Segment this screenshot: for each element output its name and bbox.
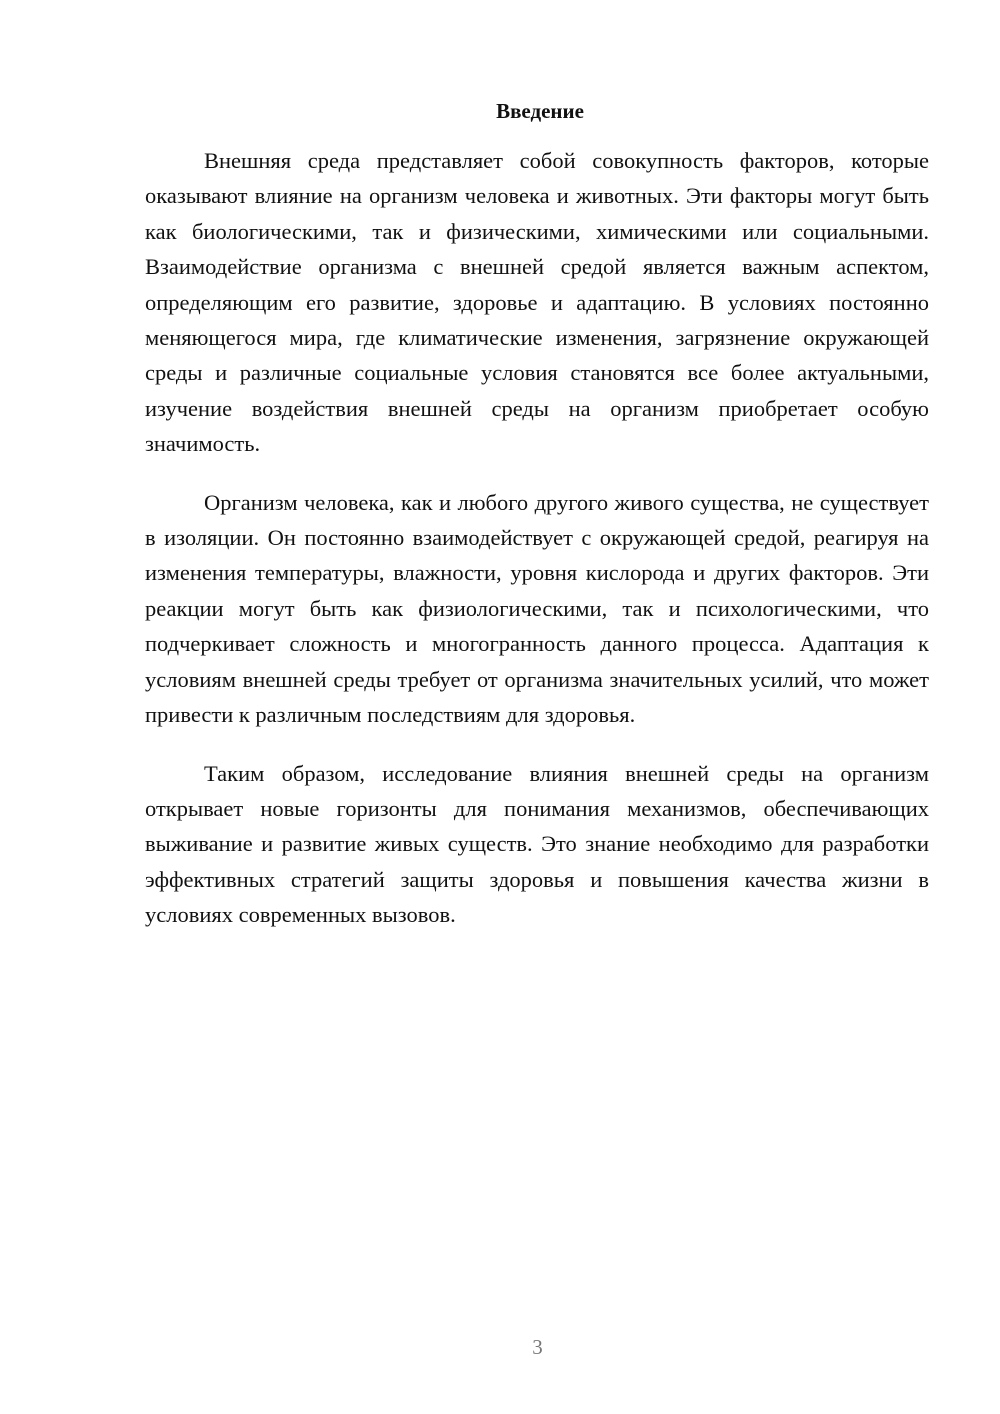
paragraph-3: Таким образом, исследование влияния внешней среды на организм открывает новые горизонты для понимания механизмов, обеспечивающих выживание и развитие живых существ. Это знание необходимо для разработки эффективных стратегий защиты здоровья и повышения качества жизни в условиях современных вызовов. — [145, 760, 929, 928]
paragraph-2: Организм человека, как и любого другого живого существа, не существует в изоляции. Он постоянно взаимодействует с окружающей средой, реагируя на изменения температуры, влажности, уровня кислорода и других факторов. Эти реакции могут быть как физиологическими, так и психологическими, что подчеркивает сложность и многогранность данного процесса. Адаптация к условиям внешней среды требует от организма значительных усилий, что может привести к различным последствиям для здоровья. — [145, 489, 929, 728]
page-number: 3 — [532, 1335, 543, 1359]
page-title: Введение — [496, 99, 584, 123]
paragraph-1: Внешняя среда представляет собой совокупность факторов, которые оказывают влияние на организм человека и животных. Эти факторы могут быть как биологическими, так и физическими, химическими или социальными. Взаимодействие организма с внешней средой является важным аспектом, определяющим его развитие, здоровье и адаптацию. В условиях постоянно меняющегося мира, где климатические изменения, загрязнение окружающей среды и различные социальные условия становятся все более актуальными, изучение воздействия внешней среды на организм приобретает особую значимость. — [145, 148, 929, 457]
page-content — [145, 96, 929, 956]
